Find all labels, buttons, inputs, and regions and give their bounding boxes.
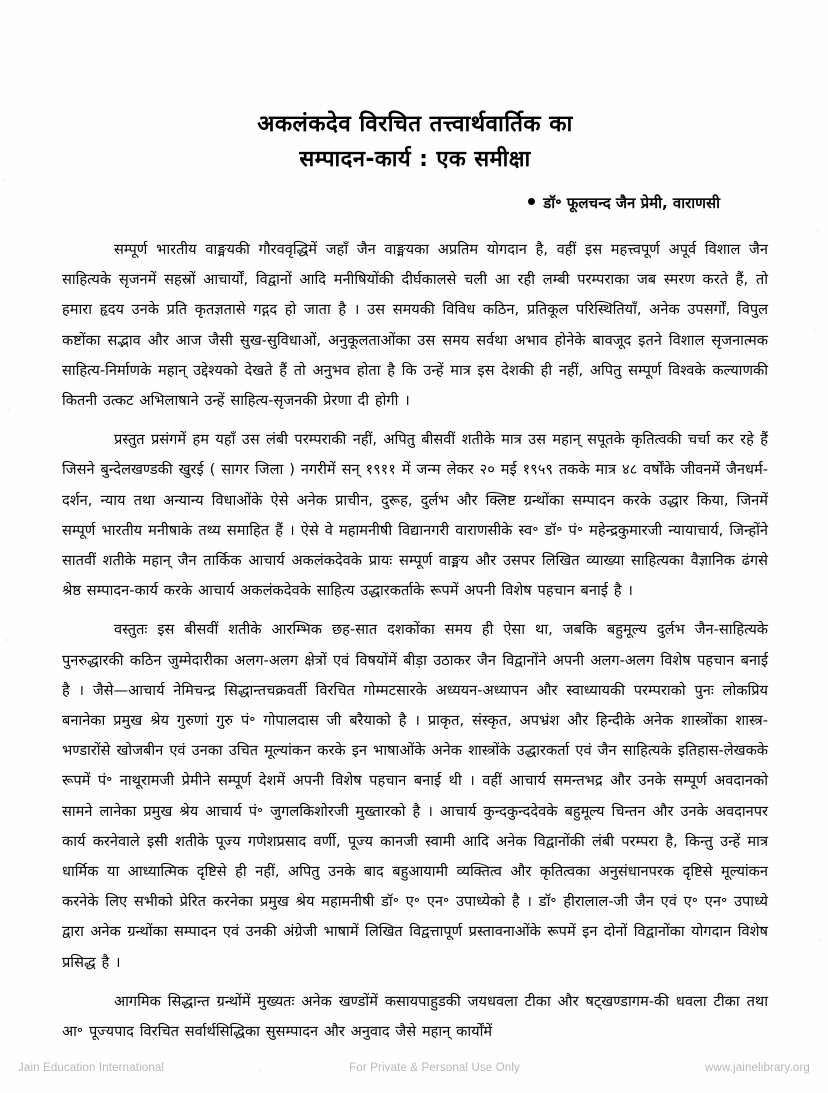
bullet-icon [528, 198, 535, 205]
scan-edge-artifact-right [812, 0, 826, 1093]
paragraph: वस्तुतः इस बीसवीं शतीके आरम्भिक छह-सात दशकोंका समय ही ऐसा था, जबकि बहुमूल्य दुर्लभ जैन-साहित्यके पुनरुद्धारकी कठिन जुम्मेदारीका अलग-अलग क्षेत्रों एवं विषयोंमें बीड़ा उठाकर जैन विद्वानोंने अपनी अलग-अलग विशेष पहचान बनाई है । जैसे—आचार्य नेमिचन्द्र सिद्धान्तचक्रवर्ती विरचित गोम्मटसारके अध्ययन-अध्यापन और स्वाध्यायकी परम्पराको पुनः लोकप्रिय बनानेका प्रमुख श्रेय गुरुणां गुरु पं॰ गोपालदास जी बरैयाको है । प्राकृत, संस्कृत, अपभ्रंश और हिन्दीके अनेक शास्त्रोंका शास्त्र-भण्डारोंसे खोजबीन एवं उनका उचित मूल्यांकन करके इन भाषाओंके अनेक शास्त्रोंके उद्धारकर्ता एवं जैन साहित्यके इतिहास-लेखकके रूपमें पं॰ नाथूरामजी प्रेमीने सम्पूर्ण देशमें अपनी विशेष पहचान बनाई थी । वहीं आचार्य समन्तभद्र और उनके सम्पूर्ण अवदानको सामने लानेका प्रमुख श्रेय आचार्य पं॰ जुगलकिशोरजी मुख्तारको है । आचार्य कुन्दकुन्ददेवके बहुमूल्य चिन्तन और उनके अवदानपर कार्य करनेवाले इसी शतीके पूज्य गणेशप्रसाद वर्णी, पूज्य कानजी स्वामी आदि अनेक विद्वानोंकी लंबी परम्परा है, किन्तु उन्हें मात्र धार्मिक या आध्यात्मिक दृष्टिसे ही नहीं, अपितु उनके बाद बहुआयामी व्यक्तित्व और कृतित्वका अनुसंधानपरक दृष्टिसे मूल्यांकन करनेके लिए सभीको प्रेरित करनेका प्रमुख श्रेय महामनीषी डॉ॰ ए॰ एन॰ उपाध्येको है । डॉ॰ हीरालाल-जी जैन एवं ए॰ एन॰ उपाध्ये द्वारा अनेक ग्रन्थोंका सम्पादन एवं उनकी अंग्रेजी भाषामें लिखित विद्वत्तापूर्ण प्रस्तावनाओंके रूपमें इन दोनों विद्वानोंका योगदान विशेष प्रसिद्ध है । [62, 621, 768, 971]
paragraph: आगमिक सिद्धान्त ग्रन्थोंमें मुख्यतः अनेक खण्डोंमें कसायपाहुडकी जयधवला टीका और षट्खण्डागम-की धवला टीका तथा आ॰ पूज्यपाद विरचित सर्वार्थसिद्धिका सुसम्पादन और अनुवाद जैसे महान् कार्योंमें [62, 992, 768, 1041]
page-content [62, 0, 768, 1047]
footer-organization: Jain Education International [18, 1062, 165, 1074]
author-byline [62, 193, 768, 213]
footer-separator: . [258, 1062, 262, 1074]
article-body [62, 235, 768, 1047]
page-footer [0, 1062, 828, 1074]
article-title [62, 0, 768, 178]
paragraph: सम्पूर्ण भारतीय वाङ्मयकी गौरववृद्धिमें जहाँ जैन वाङ्मयका अप्रतिम योगदान है, वहीं इस महत्त्वपूर्ण अपूर्व विशाल जैन साहित्यके सृजनमें सहस्रों आचार्यों, विद्वानों आदि मनीषियोंकी दीर्घकालसे चली आ रही लम्बी परम्पराका जब स्मरण करते हैं, तो हमारा हृदय उनके प्रति कृतज्ञतासे गद्गद हो जाता है । उस समयकी विविध कठिन, प्रतिकूल परिस्थितियाँ, अनेक उपसर्गों, विपुल कष्टोंका सद्भाव और आज जैसी सुख-सुविधाओं, अनुकूलताओंका उस समय सर्वथा अभाव होनेके बावजूद इतने विशाल सृजनात्मक साहित्य-निर्माणके महान् उद्देश्यको देखते हैं तो अनुभव होता है कि उन्हें मात्र इस देशकी ही नहीं, अपितु सम्पूर्ण विश्वके कल्याणकी कितनी उत्कट अभिलाषाने उन्हें साहित्य-सृजनकी प्रेरणा दी होगी । [62, 241, 768, 410]
title-line-2: सम्पादन-कार्य : एक समीक्षा [299, 147, 531, 172]
paragraph: प्रस्तुत प्रसंगमें हम यहाँ उस लंबी परम्पराकी नहीं, अपितु बीसवीं शतीके मात्र उस महान् सपूतके कृतित्वकी चर्चा कर रहे हैं जिसने बुन्देलखण्डकी खुरई ( सागर जिला ) नगरीमें सन् १९११ में जन्म लेकर २० मई १९५९ तकके मात्र ४८ वर्षोंके जीवनमें जैनधर्म-दर्शन, न्याय तथा अन्यान्य विधाओंके ऐसे अनेक प्राचीन, दुरूह, दुर्लभ और क्लिष्ट ग्रन्थोंका सम्पादन करके उद्धार किया, जिनमें सम्पूर्ण भारतीय मनीषाके तथ्य समाहित हैं । ऐसे वे महामनीषी विद्यानगरी वाराणसीके स्व॰ डॉ॰ पं॰ महेन्द्रकुमारजी न्यायाचार्य, जिन्होंने सातवीं शतीके महान् जैन तार्किक आचार्य अकलंकदेवके प्रायः सम्पूर्ण वाङ्मय और उसपर लिखित व्याख्या साहित्यका वैज्ञानिक ढंगसे श्रेष्ठ सम्पादन-कार्य करके आचार्य अकलंकदेवके साहित्य उद्धारकर्ताके रूपमें अपनी विशेष पहचान बनाई है । [62, 431, 768, 600]
author-name: डॉ॰ फूलचन्द जैन प्रेमी, वाराणसी [543, 194, 720, 212]
footer-usage-notice: For Private & Personal Use Only [349, 1062, 520, 1074]
scan-edge-artifact-left [2, 0, 16, 1093]
footer-website: www.jainelibrary.org [704, 1062, 810, 1074]
title-line-1: अकलंकदेव विरचित तत्त्वार्थवार्तिक का [257, 111, 573, 137]
